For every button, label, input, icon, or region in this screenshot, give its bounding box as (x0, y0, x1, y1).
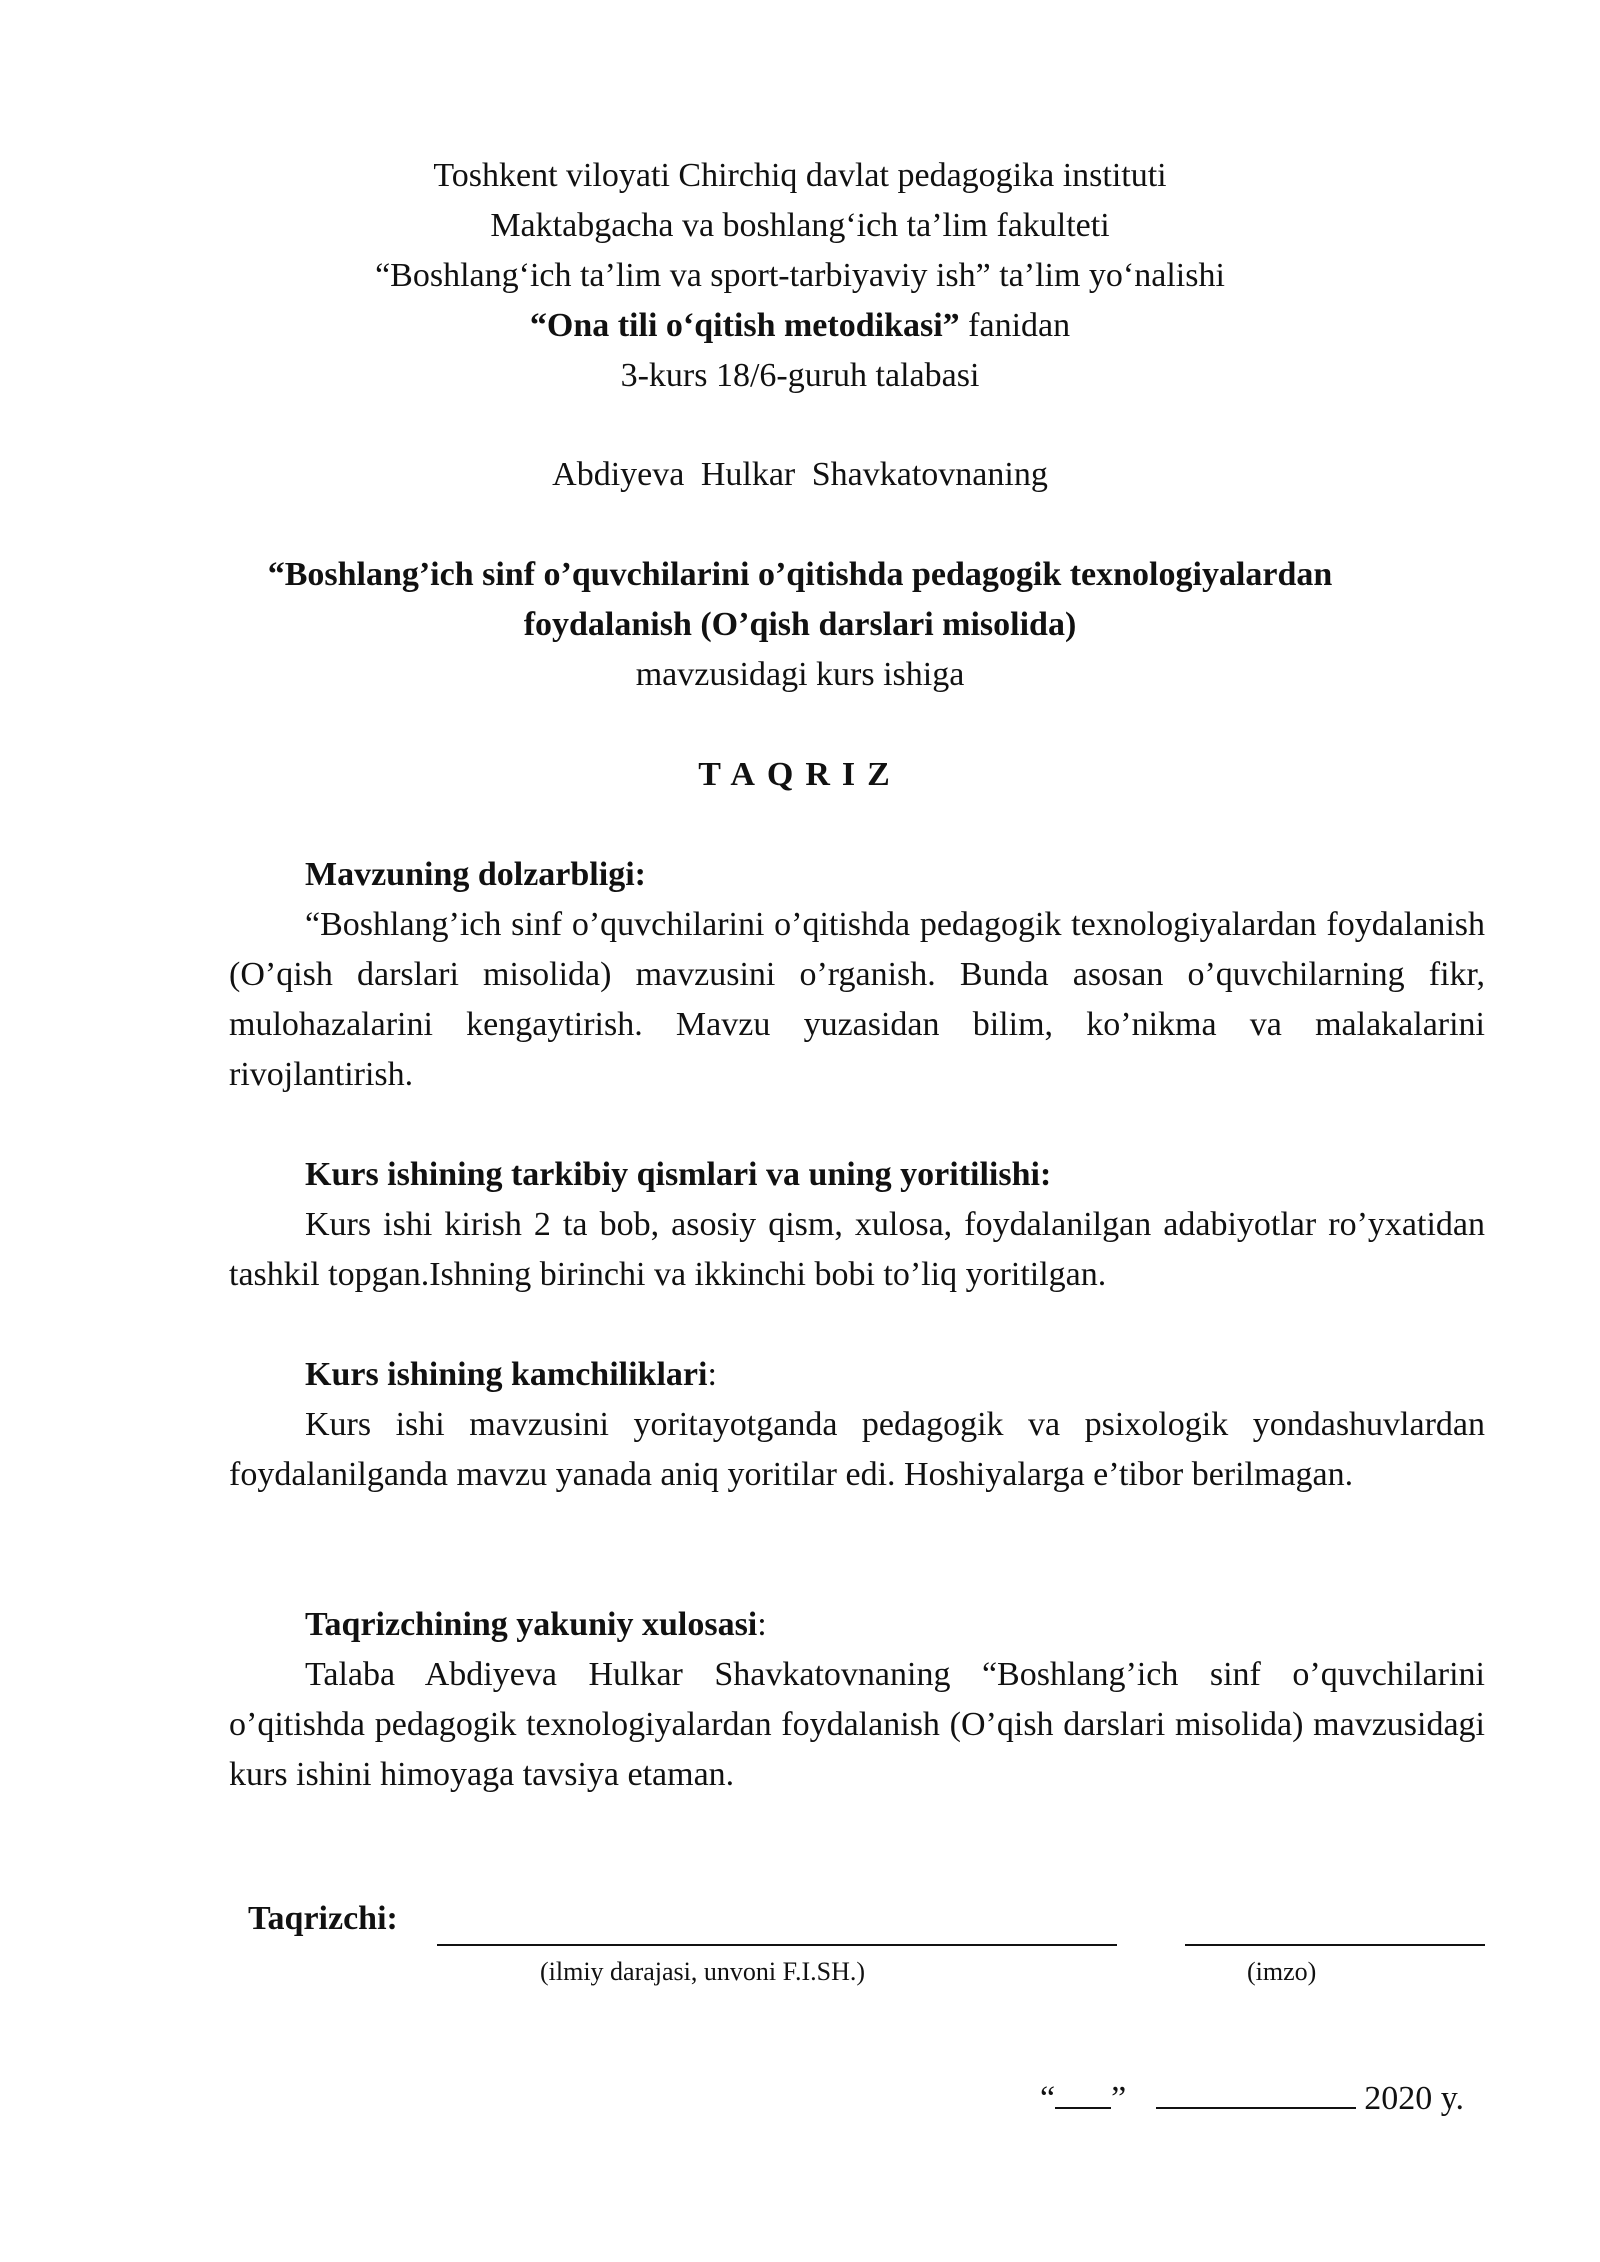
institute-name: Toshkent viloyati Chirchiq davlat pedagogika instituti (433, 157, 1167, 194)
topic-block (0, 550, 1600, 700)
signature-blank (1185, 1944, 1485, 1946)
section-body: “Boshlang’ich sinf o’quvchilarini o’qitishda pedagogik texnologiyalardan foydalanish (O’qish darslari misolida) mavzusini o’rganish. Bunda asosan o’quvchilarning fikr, mulohazalarini kengaytirish. Mavzu yuzasidan bilim, ko’nikma va malakalarini rivojlantirish. (229, 906, 1485, 1093)
section-relevance (229, 850, 1485, 1100)
signature-caption: (imzo) (1247, 1957, 1317, 1986)
author-name: Abdiyeva Hulkar Shavkatovnaning (552, 456, 1048, 493)
reviewer-label: Taqrizchi: (248, 1900, 398, 1937)
subject-name: “Ona tili o‘qitish metodikasi” (529, 307, 960, 344)
section-structure (229, 1150, 1485, 1300)
section-body: Kurs ishi kirish 2 ta bob, asosiy qism, xulosa, foydalanilgan adabiyotlar ro’yxatidan tashkil topgan.Ishning birinchi va ikkinchi bobi to’liq yoritilgan. (229, 1206, 1485, 1293)
signature-row (248, 1900, 1488, 1960)
reviewer-name-caption: (ilmiy darajasi, unvoni F.I.SH.) (540, 1957, 866, 1986)
subject-line (0, 301, 1600, 351)
topic-title-line1: “Boshlang’ich sinf o’quvchilarini o’qitishda pedagogik texnologiyalardan (267, 556, 1333, 593)
topic-subtitle: mavzusidagi kurs ishiga (635, 656, 965, 693)
document-title: TAQRIZ (698, 756, 902, 793)
faculty-name: Maktabgacha va boshlang‘ich ta’lim fakulteti (490, 207, 1110, 244)
month-blank (1156, 2073, 1356, 2109)
date-year: 2020 y. (1364, 2080, 1464, 2117)
section-heading: Taqrizchining yakuniy xulosasi: (305, 1606, 767, 1643)
section-heading: Kurs ishining tarkibiy qismlari va uning yoritilishi: (305, 1156, 1052, 1193)
reviewer-name-blank (437, 1944, 1117, 1946)
topic-title-line2: foydalanish (O’qish darslari misolida) (523, 606, 1077, 643)
document-header (0, 151, 1600, 401)
day-blank (1055, 2073, 1111, 2109)
study-direction: “Boshlang‘ich ta’lim va sport-tarbiyaviy ish” ta’lim yo‘nalishi (375, 257, 1225, 294)
date-close-quote: ” (1111, 2080, 1127, 2117)
section-body: Talaba Abdiyeva Hulkar Shavkatovnaning “Boshlang’ich sinf o’quvchilarini o’qitishda pedagogik texnologiyalardan foydalanish (O’qish darslari misolida) mavzusidagi kurs ishini himoyaga tavsiya etaman. (229, 1656, 1485, 1793)
section-shortcomings (229, 1350, 1485, 1500)
date-open-quote: “ (1040, 2080, 1056, 2117)
date-line (1040, 2073, 1500, 2124)
section-heading: Kurs ishining kamchiliklari: (305, 1356, 717, 1393)
subject-suffix: fanidan (959, 307, 1071, 344)
section-body: Kurs ishi mavzusini yoritayotganda pedagogik va psixologik yondashuvlardan foydalanilganda mavzu yanada aniq yoritilar edi. Hoshiyalarga e’tibor berilmagan. (229, 1406, 1485, 1493)
section-heading: Mavzuning dolzarbligi: (305, 856, 646, 893)
student-group: 3-kurs 18/6-guruh talabasi (620, 357, 980, 394)
section-conclusion (229, 1600, 1485, 1800)
